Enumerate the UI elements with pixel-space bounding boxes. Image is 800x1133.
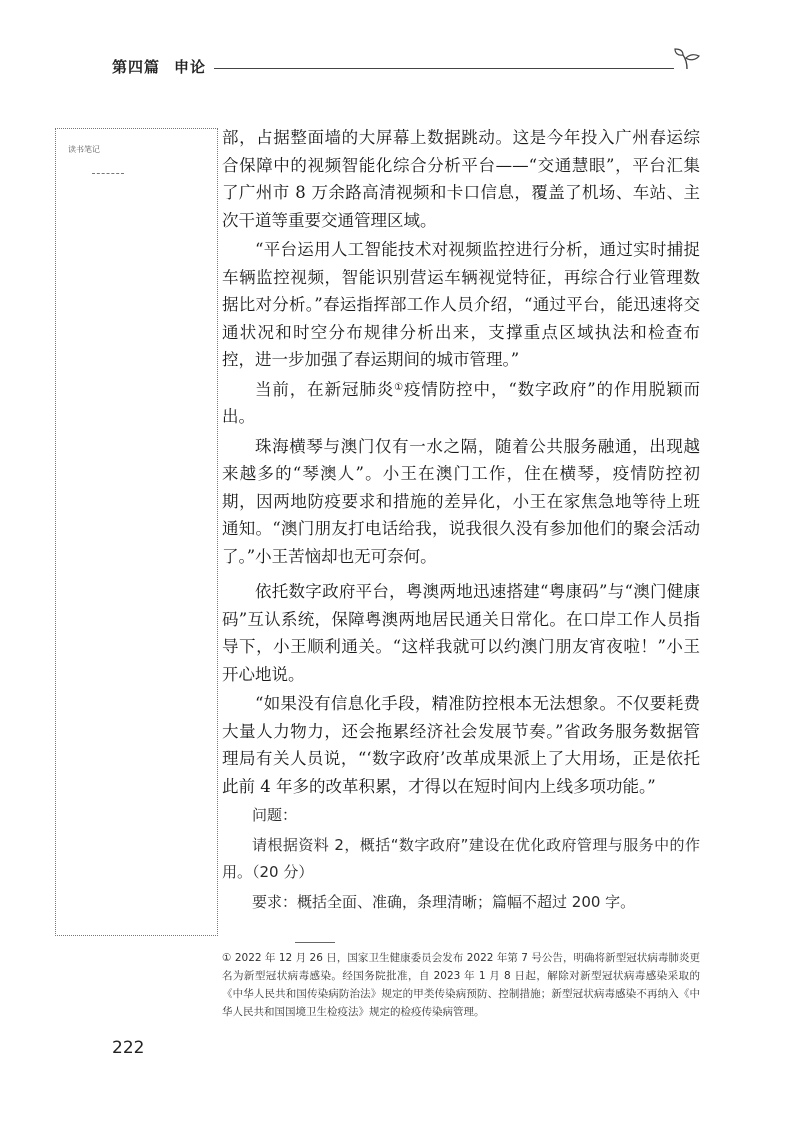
paragraph: 部，占据整面墙的大屏幕上数据跳动。这是今年投入广州春运综合保障中的视频智能化综合分析平台——“交通慧眼”，平台汇集了广州市 8 万余路高清视频和卡口信息，覆盖了机场、车站、主次干道等重要交通管理区域。 xyxy=(222,128,700,230)
footnote: ① 2022 年 12 月 26 日，国家卫生健康委员会发布 2022 年第 7 号公告，明确将新型冠状病毒肺炎更名为新型冠状病毒感染。经国务院批准，自 2023 年 1 月 8 日起，解除对新型冠状病毒感染采取的《中华人民共和国传染病防治法》规定的甲类传染病预防、控制措施；新型冠状病毒感染不再纳入《中华人民共和国国境卫生检疫法》规定的检疫传染病管理。 xyxy=(222,952,700,1018)
header-part: 第四篇 xyxy=(112,58,161,76)
paragraph: 珠海横琴与澳门仅有一水之隔，随着公共服务融通，出现越来越多的“琴澳人”。小王在澳门工作，住在横琴，疫情防控初期，因两地防疫要求和措施的差异化，小王在家焦急地等待上班通知。“澳门朋友打电话给我，说我很久没有参加他们的聚会活动了。”小王苦恼却也无可奈何。 xyxy=(222,436,700,566)
header-section: 申论 xyxy=(174,58,207,76)
paragraph xyxy=(222,376,700,431)
notes-underline xyxy=(92,173,124,174)
notes-label: 读书笔记 xyxy=(68,145,100,154)
question-requirement: 要求：概括全面、准确，条理清晰；篇幅不超过 200 字。 xyxy=(252,892,636,911)
header-rule xyxy=(214,68,674,69)
question-text: 请根据资料 2，概括“数字政府”建设在优化政府管理与服务中的作用。（20 分） xyxy=(222,835,700,881)
paragraph: “如果没有信息化手段，精准防控根本无法想象。不仅要耗费大量人力物力，还会拖累经济社会发展节奏。”省政务服务数据管理局有关人员说，“‘数字政府’改革成果派上了大用场，正是依托此前 4 年多的改革积累，才得以在短时间内上线多项功能。” xyxy=(222,694,700,796)
paragraph: “平台运用人工智能技术对视频监控进行分析，通过实时捕捉车辆监控视频，智能识别营运车辆视觉特征，再综合行业管理数据比对分析。”春运指挥部工作人员介绍，“通过平台，能迅速将交通状况和时空分布规律分析出来，支撑重点区域执法和检查布控，进一步加强了春运期间的城市管理。” xyxy=(222,240,700,369)
body-text xyxy=(222,124,700,918)
page-number: 222 xyxy=(112,1038,145,1058)
paragraph: 依托数字政府平台，粤澳两地迅速搭建“粤康码”与“澳门健康码”互认系统，保障粤澳两地居民通关日常化。在口岸工作人员指导下，小王顺利通关。“这样我就可以约澳门朋友宵夜啦！”小王开心地说。 xyxy=(222,582,700,684)
footnote-reference: ① xyxy=(394,381,404,393)
notes-margin-box xyxy=(55,128,218,936)
header-title xyxy=(112,56,206,77)
running-header xyxy=(112,56,700,80)
paragraph-text: 疫情防控中，“数字政府”的作用脱颖而出。 xyxy=(222,379,700,426)
question-label: 问题： xyxy=(252,806,298,824)
footnote-rule xyxy=(295,942,335,943)
leaf-sprout-icon xyxy=(674,48,700,70)
paragraph-text: 当前，在新冠肺炎 xyxy=(255,379,395,399)
